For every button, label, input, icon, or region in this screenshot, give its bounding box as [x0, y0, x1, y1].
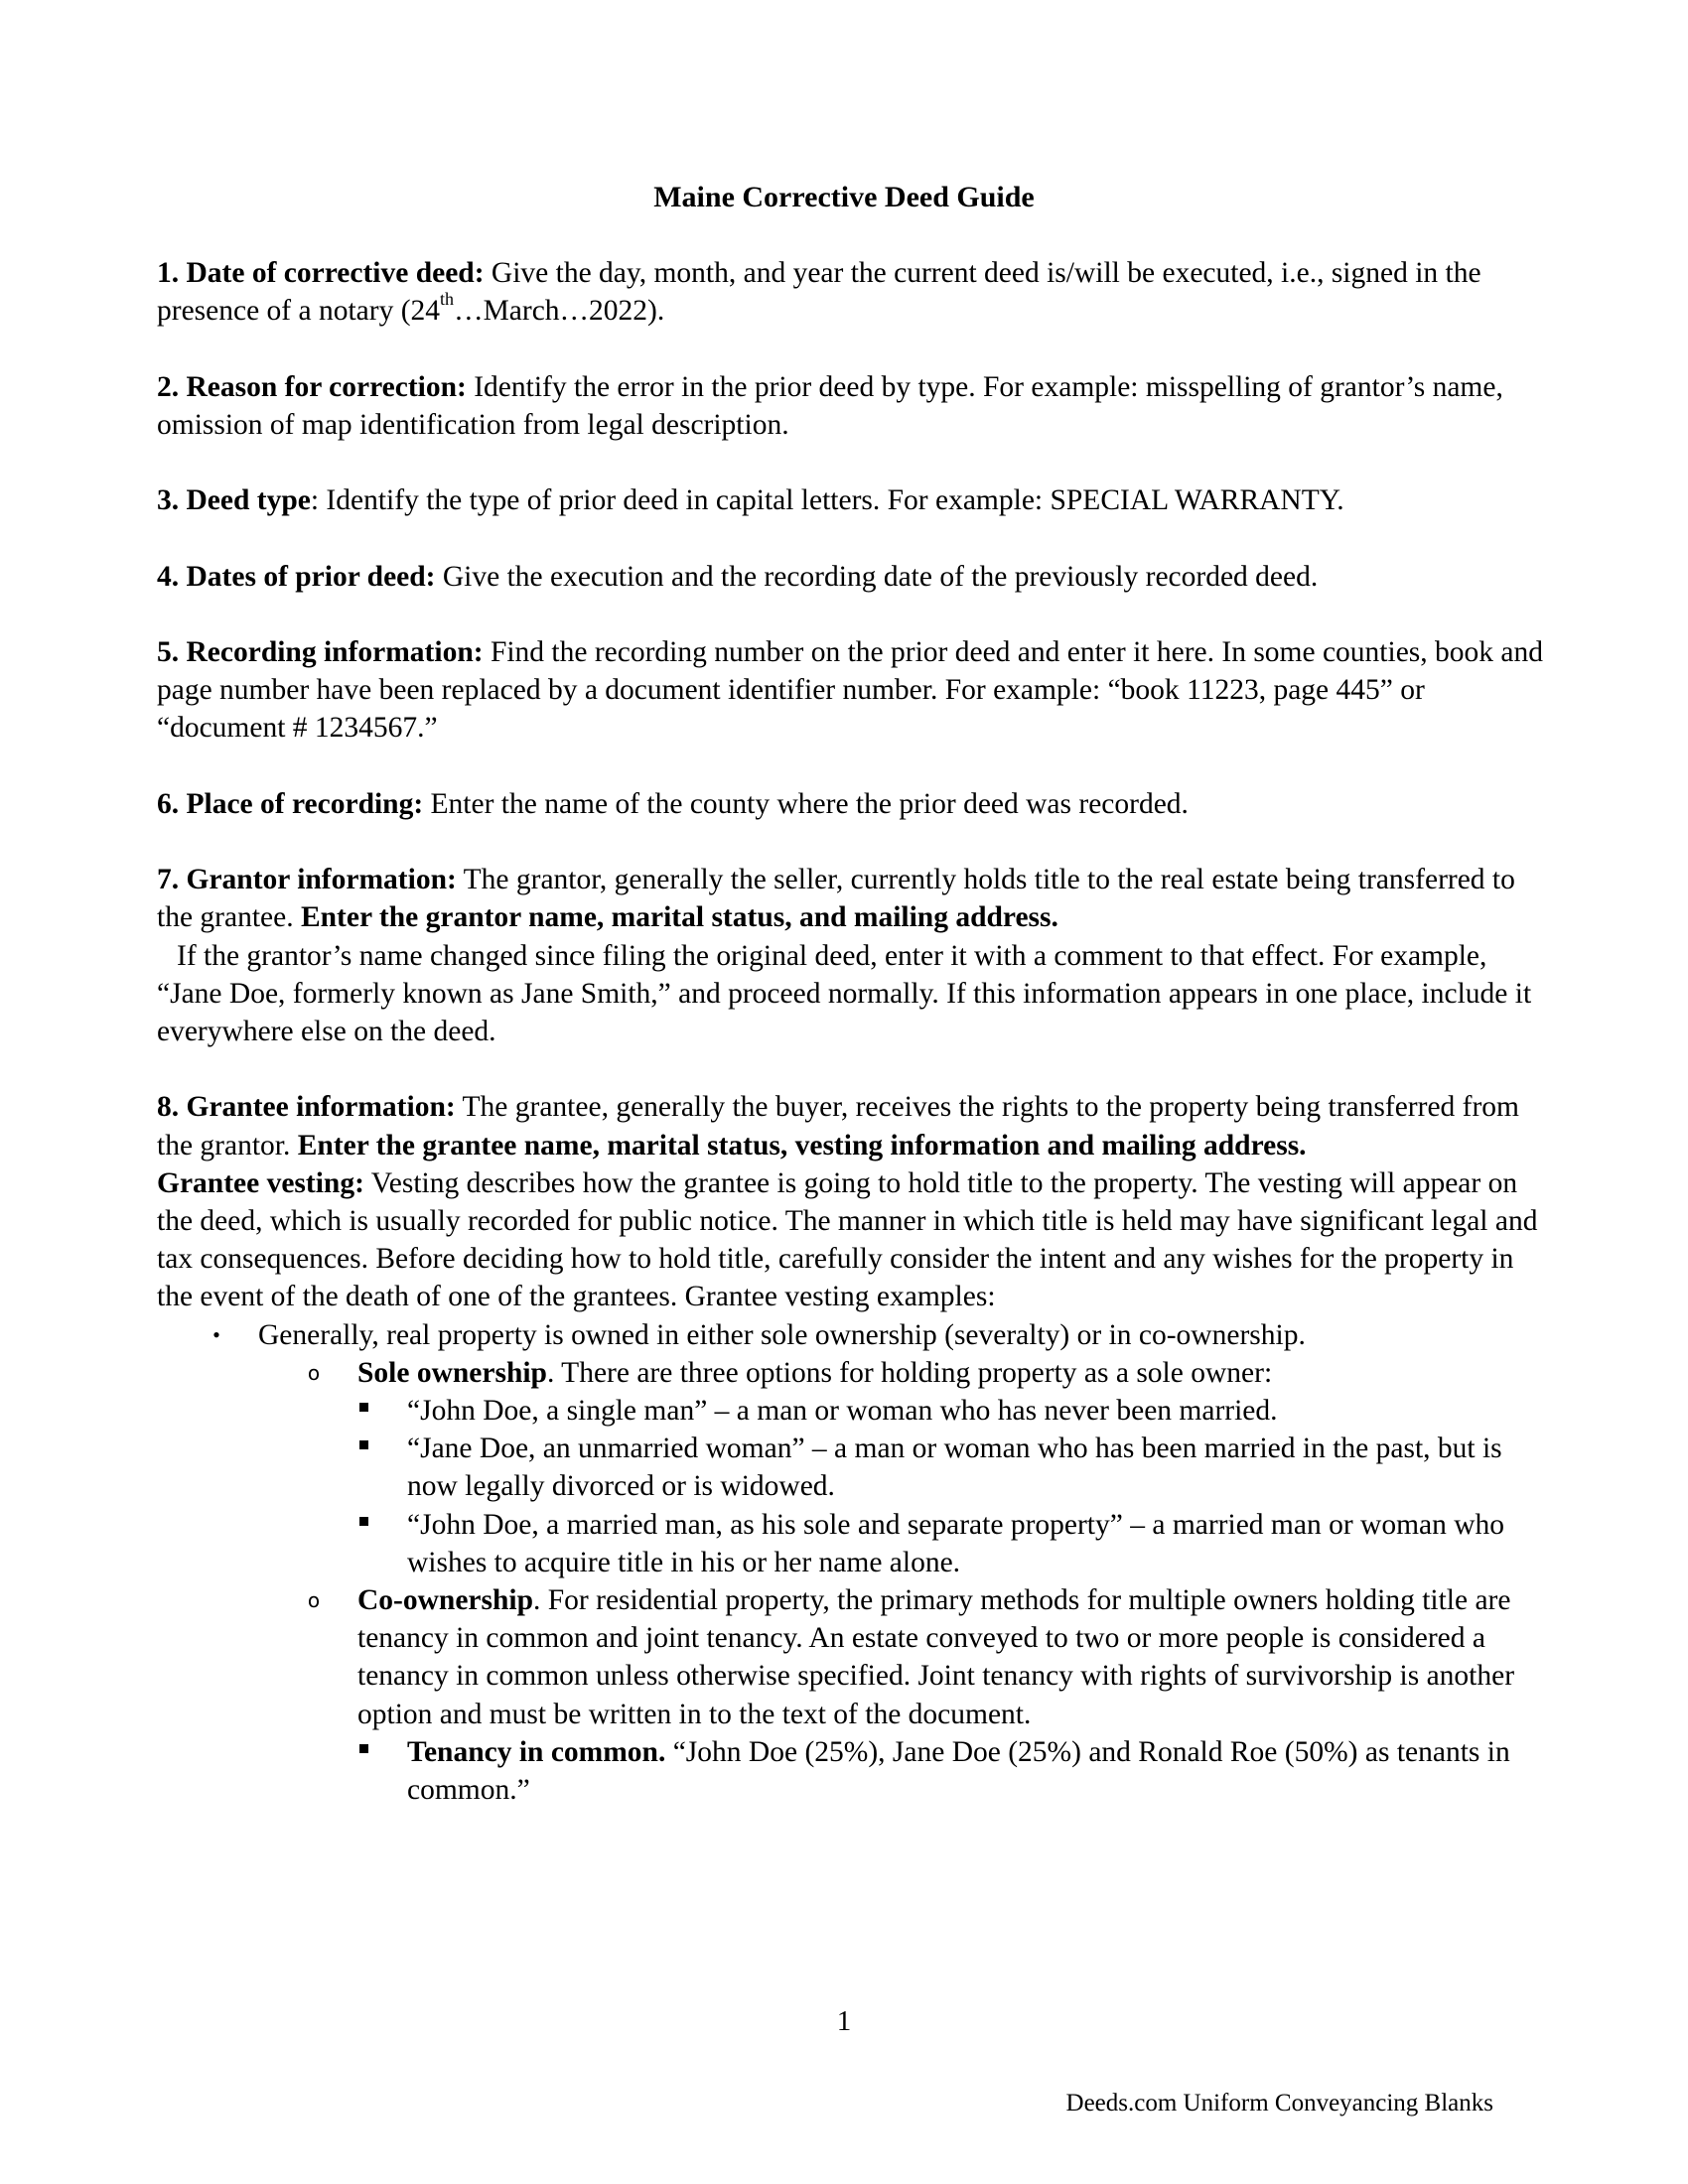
section-recording-information	[157, 633, 1547, 748]
section-label: 8. Grantee information:	[157, 1091, 456, 1124]
circle-bullet-icon: o	[307, 1588, 321, 1612]
list-item-text: “John Doe, a single man” – a man or woman who has never been married.	[407, 1394, 1278, 1427]
list-item	[157, 1506, 1547, 1581]
document-body	[157, 254, 1547, 1809]
section-label: 4. Dates of prior deed:	[157, 560, 436, 593]
list-item-text: “John Doe (25%), Jane Doe (25%) and Ronald Roe (50%) as tenants in common.”	[407, 1735, 1510, 1807]
section-bold-instruction: Enter the grantor name, marital status, and mailing address.	[300, 901, 1058, 934]
section-text: : Identify the type of prior deed in capital letters. For example: SPECIAL WARRANTY.	[310, 484, 1344, 517]
list-item	[157, 1392, 1547, 1430]
section-date-of-corrective-deed	[157, 254, 1547, 330]
section-label: 6. Place of recording:	[157, 787, 424, 820]
section-reason-for-correction	[157, 368, 1547, 444]
list-item-sole-ownership	[157, 1354, 1547, 1392]
section-label: 7. Grantor information:	[157, 864, 457, 896]
list-item	[157, 1316, 1547, 1354]
list-item-text: Generally, real property is owned in either sole ownership (severalty) or in co-ownership.	[258, 1318, 1306, 1351]
vesting-list	[157, 1316, 1547, 1810]
list-item-co-ownership	[157, 1581, 1547, 1733]
list-item-label: Tenancy in common.	[407, 1735, 666, 1768]
section-text: The grantee, generally the buyer, receives the rights to the property being transferred from the grantor.	[157, 1091, 1520, 1161]
section-text: The grantor, generally the seller, currently holds title to the real estate being transferred to the grantee.	[157, 864, 1515, 934]
square-bullet-icon	[353, 1430, 373, 1467]
list-item-text: . There are three options for holding property as a sole owner:	[546, 1356, 1273, 1389]
section-text: Identify the error in the prior deed by type. For example: misspelling of grantor’s name, omission of map identification from legal description.	[157, 370, 1503, 441]
section-label: Grantee vesting:	[157, 1166, 364, 1199]
ordinal-suffix: th	[440, 289, 455, 310]
section-bold-instruction: Enter the grantee name, marital status, vesting information and mailing address.	[297, 1129, 1307, 1161]
section-grantor-information	[157, 861, 1547, 1050]
section-text: Give the execution and the recording date of the previously recorded deed.	[435, 560, 1319, 593]
bullet-icon: •	[212, 1321, 220, 1347]
section-label: 1. Date of corrective deed:	[157, 257, 485, 289]
square-bullet-icon	[353, 1506, 373, 1544]
list-item-text: “John Doe, a married man, as his sole and separate property” – a married man or woman who wishes to acquire title in his or her name alone.	[407, 1508, 1505, 1578]
page-number: 1	[836, 2005, 852, 2037]
square-bullet-icon	[353, 1733, 373, 1771]
square-bullet-icon	[353, 1392, 373, 1430]
document-title: Maine Corrective Deed Guide	[653, 181, 1035, 213]
section-grantee-vesting	[157, 1164, 1547, 1316]
section-dates-of-prior-deed	[157, 558, 1547, 596]
list-item-label: Sole ownership	[357, 1356, 547, 1389]
section-text-continued: If the grantor’s name changed since filing the original deed, enter it with a comment to that effect. For example, “Jane Doe, formerly known as Jane Smith,” and proceed normally. If this information appears in one place, include it everywhere else on the deed.	[157, 939, 1532, 1047]
section-text: Enter the name of the county where the prior deed was recorded.	[423, 787, 1189, 820]
section-deed-type	[157, 481, 1547, 519]
section-label: 5. Recording information:	[157, 635, 484, 668]
section-grantee-information	[157, 1088, 1547, 1163]
list-item-label: Co-ownership	[357, 1584, 534, 1616]
section-label: 2. Reason for correction:	[157, 370, 467, 403]
footer-text: Deeds.com Uniform Conveyancing Blanks	[1065, 2090, 1493, 2116]
section-text: …March…2022).	[454, 295, 665, 328]
section-label: 3. Deed type	[157, 484, 311, 517]
section-text: Give the day, month, and year the current deed is/will be executed, i.e., signed in the presence of a notary (24	[157, 257, 1481, 328]
list-item-tenancy-in-common	[157, 1733, 1547, 1809]
section-text: Find the recording number on the prior deed and enter it here. In some counties, book and page number have been replaced by a document identifier number. For example: “book 11223, page 445” or “document # 1234567.”	[157, 635, 1543, 745]
circle-bullet-icon: o	[307, 1360, 321, 1385]
section-place-of-recording	[157, 785, 1547, 823]
list-item-text: . For residential property, the primary methods for multiple owners holding title are tenancy in common and joint tenancy. An estate conveyed to two or more people is considered a tenancy in common unless otherwise specified. Joint tenancy with rights of survivorship is another option and must be written in to the text of the document.	[357, 1584, 1515, 1730]
list-item	[157, 1430, 1547, 1505]
list-item-text: “Jane Doe, an unmarried woman” – a man or woman who has been married in the past, but is now legally divorced or is widowed.	[407, 1433, 1502, 1503]
section-text: Vesting describes how the grantee is going to hold title to the property. The vesting will appear on the deed, which is usually recorded for public notice. The manner in which title is held may have significant legal and tax consequences. Before deciding how to hold title, carefully consider the intent and any wishes for the property in the event of the death of one of the grantees. Grantee vesting examples:	[157, 1166, 1538, 1313]
